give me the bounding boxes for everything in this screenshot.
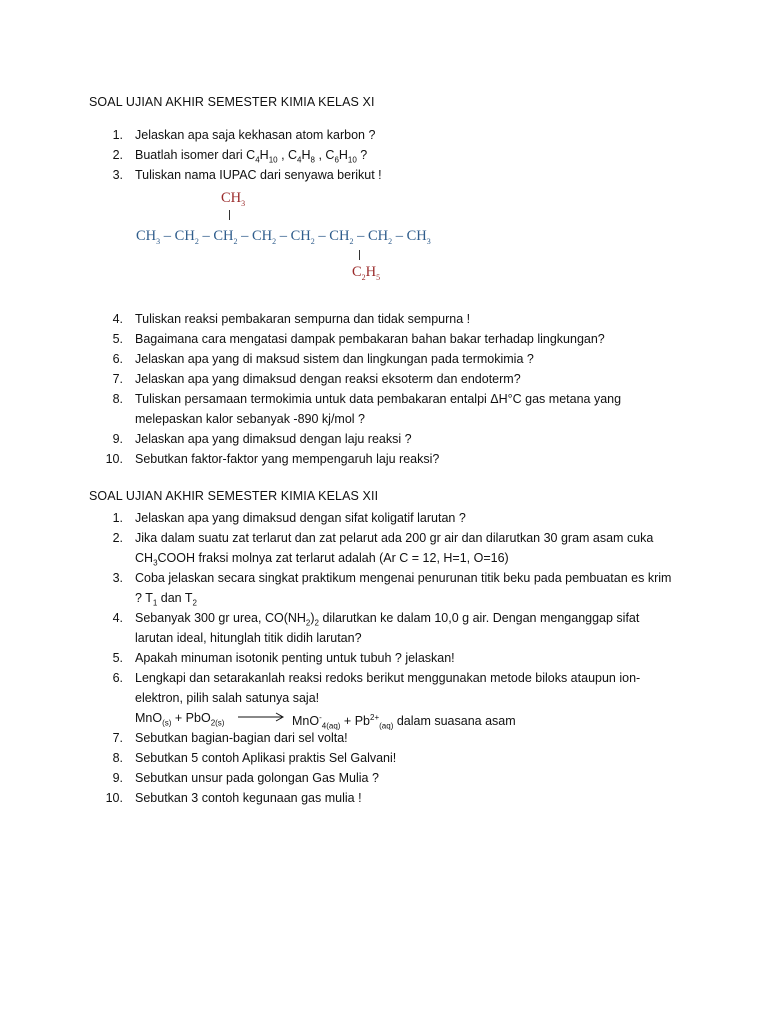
question-number: 9. <box>112 432 123 446</box>
question-number: 2. <box>112 148 123 162</box>
question-text-line2: ? $T_1$ dan $T_2$ <box>135 591 197 608</box>
question-number: 5. <box>112 332 123 346</box>
question-number: 8. <box>112 751 123 765</box>
question-number: 4. <box>112 312 123 326</box>
structure-ethyl-group: $C_2H_5$ <box>352 264 381 282</box>
reaction-products: $MnO^-_{4(aq)} + Pb^{2+}_{(aq)}$ dalam suasana asam <box>292 713 516 731</box>
question-text: Jelaskan apa yang dimaksud dengan reaksi eksoterm dan endoterm? <box>135 372 521 386</box>
question-text: Tuliskan reaksi pembakaran sempurna dan tidak sempurna ! <box>135 312 471 326</box>
question-text: Tuliskan nama IUPAC dari senyawa berikut ! <box>135 168 382 182</box>
question-number: 8. <box>112 392 123 406</box>
question-number: 3. <box>112 571 123 585</box>
question-text: Jelaskan apa yang dimaksud dengan laju reaksi ? <box>135 432 412 446</box>
question-text: Sebutkan faktor-faktor yang mempengaruh laju reaksi? <box>135 452 440 466</box>
question-number: 2. <box>112 531 123 545</box>
structure-bond-bottom <box>359 250 360 260</box>
structure-methyl-group: $CH_3$ <box>221 190 246 208</box>
question-text-line1: Sebanyak 300 gr urea, $CO(NH_2)_2$ dilarutkan ke dalam 10,0 g air. Dengan menganggap sifat <box>135 611 640 628</box>
question-text: Sebutkan 3 contoh kegunaan gas mulia ! <box>135 791 362 805</box>
reaction-arrow-icon <box>238 712 286 722</box>
question-number: 10. <box>105 791 123 805</box>
question-number: 1. <box>112 511 123 525</box>
question-text: Jelaskan apa saja kekhasan atom karbon ? <box>135 128 376 142</box>
reaction-reactants: MnO$_{(s)}$ + PbO$_{2(s)}$ <box>135 711 225 728</box>
question-text-line2: melepaskan kalor sebanyak -890 kj/mol ? <box>135 412 365 426</box>
question-number: 6. <box>112 671 123 685</box>
question-text-line2: elektron, pilih salah satunya saja! <box>135 691 320 705</box>
question-text-line1: Tuliskan persamaan termokimia untuk data pembakaran entalpi ΔH°C gas metana yang <box>135 392 622 406</box>
question-text-line1: Jika dalam suatu zat terlarut dan zat pelarut ada 200 gr air dan dilarutkan 30 gram asam cuka <box>135 531 654 545</box>
question-text: Jelaskan apa yang di maksud sistem dan lingkungan pada termokimia ? <box>135 352 534 366</box>
question-number: 10. <box>105 452 123 466</box>
question-text: Sebutkan unsur pada golongan Gas Mulia ? <box>135 771 379 785</box>
question-text-line1: Coba jelaskan secara singkat praktikum mengenai penurunan titik beku pada pembuatan es krim <box>135 571 672 585</box>
question-number: 1. <box>112 128 123 142</box>
question-text-line2: $CH_3COOH$ fraksi molnya zat terlarut adalah (Ar C = 12, H=1, O=16) <box>135 551 509 568</box>
question-text-line2: larutan ideal, hitunglah titik didih larutan? <box>135 631 362 645</box>
question-number: 3. <box>112 168 123 182</box>
question-number: 9. <box>112 771 123 785</box>
question-text: Apakah minuman isotonik penting untuk tubuh ? jelaskan! <box>135 651 455 665</box>
section-title-xii: SOAL UJIAN AKHIR SEMESTER KIMIA KELAS XII <box>89 489 379 503</box>
structure-main-chain: $CH_3 - CH_2 - CH_2 - CH_2 - CH_2 - CH_2 - CH_2 - CH_3$ <box>136 228 431 246</box>
question-text-line1: Lengkapi dan setarakanlah reaksi redoks berikut menggunakan metode biloks ataupun ion- <box>135 671 641 685</box>
question-number: 6. <box>112 352 123 366</box>
structure-bond-top <box>229 210 230 220</box>
question-text: Sebutkan 5 contoh Aplikasi praktis Sel Galvani! <box>135 751 397 765</box>
question-text: Jelaskan apa yang dimaksud dengan sifat koligatif larutan ? <box>135 511 466 525</box>
question-number: 4. <box>112 611 123 625</box>
question-number: 5. <box>112 651 123 665</box>
question-number: 7. <box>112 731 123 745</box>
section-title-xi: SOAL UJIAN AKHIR SEMESTER KIMIA KELAS XI <box>89 95 375 109</box>
question-text: Bagaimana cara mengatasi dampak pembakaran bahan bakar terhadap lingkungan? <box>135 332 605 346</box>
question-text: Sebutkan bagian-bagian dari sel volta! <box>135 731 348 745</box>
question-number: 7. <box>112 372 123 386</box>
question-text: Buatlah isomer dari $C_4H_{10}$ , $C_4H_8$ , $C_6H_{10}$ ? <box>135 148 368 165</box>
